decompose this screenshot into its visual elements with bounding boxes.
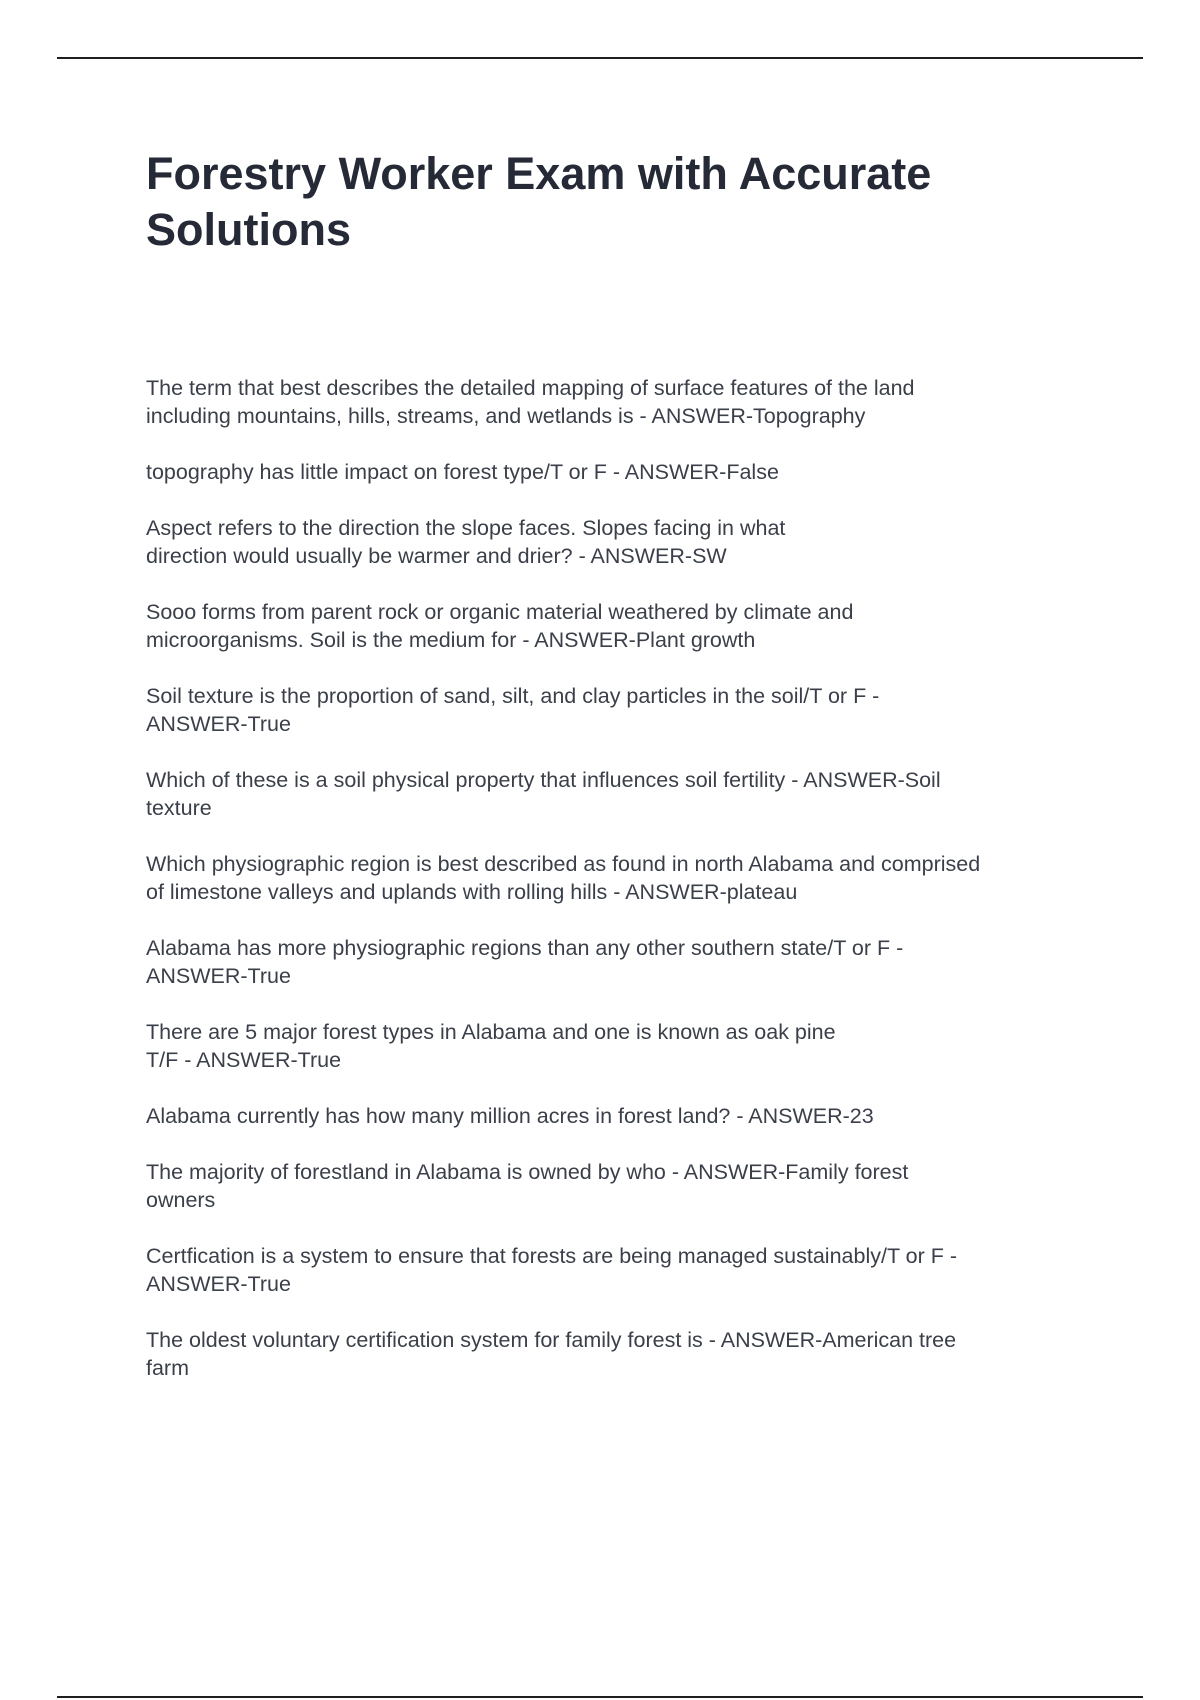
qa-item: Alabama has more physiographic regions than any other southern state/T or F - ANSWER-True (146, 936, 904, 988)
document-title (146, 146, 1096, 258)
header-rule (57, 57, 1143, 59)
qa-item: There are 5 major forest types in Alabama and one is known as oak pine T/F - ANSWER-True (146, 1020, 836, 1072)
qa-item: Which of these is a soil physical property that influences soil fertility - ANSWER-Soil texture (146, 768, 941, 820)
footer-rule (57, 1696, 1143, 1698)
qa-item: Aspect refers to the direction the slope faces. Slopes facing in what direction would usually be warmer and drier? - ANSWER-SW (146, 516, 786, 568)
question-answer-list (146, 374, 1096, 1382)
qa-item: The majority of forestland in Alabama is owned by who - ANSWER-Family forest owners (146, 1160, 909, 1212)
qa-item: Sooo forms from parent rock or organic material weathered by climate and microorganisms. Soil is the medium for - ANSWER-Plant growth (146, 600, 854, 652)
qa-item: The term that best describes the detailed mapping of surface features of the land including mountains, hills, streams, and wetlands is - ANSWER-Topography (146, 376, 915, 428)
document-body (146, 146, 1096, 1410)
qa-item: Certfication is a system to ensure that forests are being managed sustainably/T or F - ANSWER-True (146, 1244, 958, 1296)
qa-item: Alabama currently has how many million acres in forest land? - ANSWER-23 (146, 1104, 874, 1128)
document-title-line-2: Solutions (146, 204, 351, 255)
qa-item: The oldest voluntary certification system for family forest is - ANSWER-American tree farm (146, 1328, 957, 1380)
qa-item: topography has little impact on forest type/T or F - ANSWER-False (146, 460, 779, 484)
qa-item: Soil texture is the proportion of sand, silt, and clay particles in the soil/T or F - ANSWER-True (146, 684, 880, 736)
document-title-line-1: Forestry Worker Exam with Accurate (146, 148, 932, 199)
qa-item: Which physiographic region is best described as found in north Alabama and comprised of limestone valleys and uplands with rolling hills - ANSWER-plateau (146, 852, 981, 904)
